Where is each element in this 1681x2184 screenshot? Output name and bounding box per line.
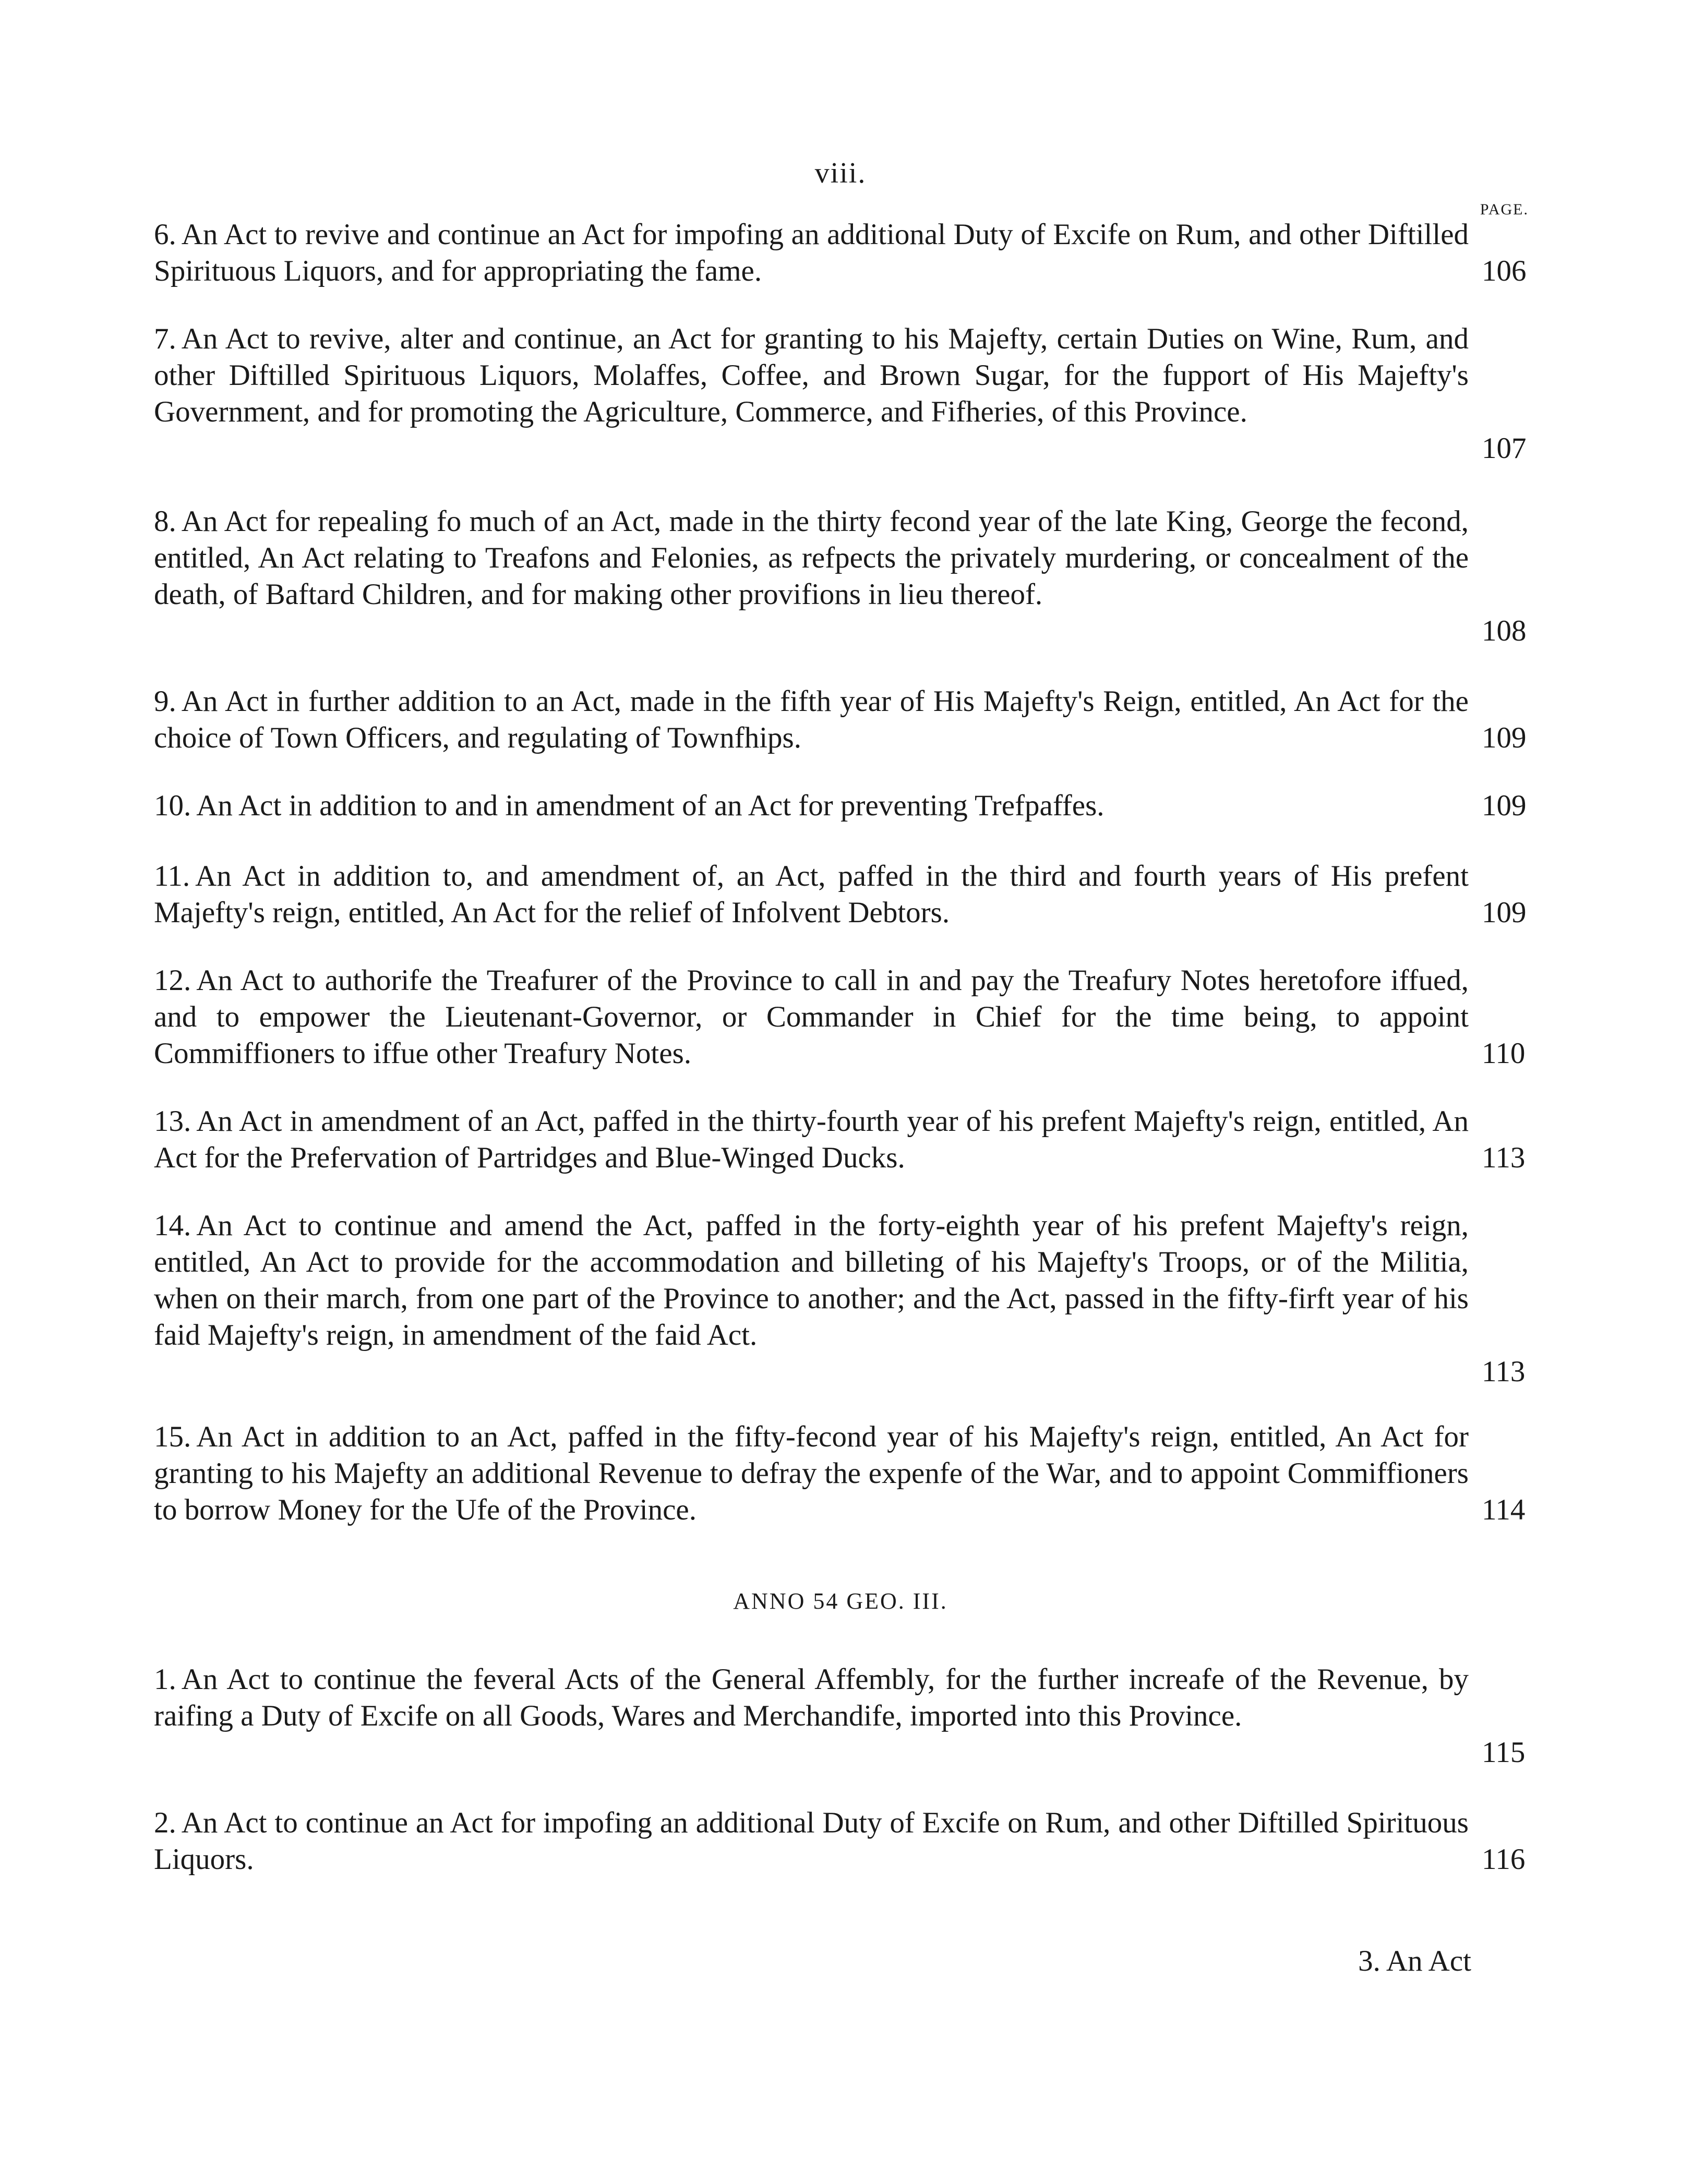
act-number: 10. bbox=[154, 789, 191, 822]
act-number: 12. bbox=[154, 964, 191, 997]
page-ref: 109 bbox=[1482, 789, 1527, 822]
act-title: An Act in further addition to an Act, made in the fifth year of His Majefty's Reign, entitled, An Act for the choice of Town Officers, and regulating of Townfhips. bbox=[154, 685, 1469, 754]
page-ref: 109 bbox=[1482, 721, 1527, 754]
act-entry-6 bbox=[154, 216, 1469, 289]
act-entry-15 bbox=[154, 1419, 1469, 1528]
act-number: 6. bbox=[154, 218, 176, 251]
act-entry-11 bbox=[154, 858, 1469, 931]
act-title: An Act in addition to and in amendment of an Act for preventing Trefpaffes. bbox=[196, 789, 1104, 822]
act-entry-54-1 bbox=[154, 1661, 1469, 1734]
act-entry-8 bbox=[154, 503, 1469, 613]
act-number: 2. bbox=[154, 1806, 176, 1839]
act-title: An Act to continue an Act for impofing an additional Duty of Excife on Rum, and other Diftilled Spirituous Liquors. bbox=[154, 1806, 1469, 1876]
act-title: An Act to continue and amend the Act, paffed in the forty-eighth year of his prefent Majefty's reign, entitled, An Act to provide for the accommodation and billeting of his Majefty's Troops, or of the Militia, when on their march, from one part of the Province to another; and the Act, passed in the fifty-firft year of his faid Majefty's reign, in amendment of the faid Act. bbox=[154, 1209, 1469, 1352]
page-ref: 114 bbox=[1482, 1493, 1526, 1526]
act-title: An Act to revive, alter and continue, an Act for granting to his Majefty, certain Duties on Wine, Rum, and other Diftilled Spirituous Liquors, Molaffes, Coffee, and Brown Sugar, for the fupport of His Majefty's Government, and for promoting the Agriculture, Commerce, and Fifheries, of this Province. bbox=[154, 322, 1469, 428]
act-title: An Act to authorife the Treafurer of the Province to call in and pay the Treafury Notes heretofore iffued, and to empower the Lieutenant-Governor, or Commander in Chief for the time being, to appoint Commiffioners to iffue other Treafury Notes. bbox=[154, 964, 1469, 1070]
act-number: 1. bbox=[154, 1663, 176, 1696]
page-ref: 115 bbox=[1482, 1736, 1526, 1769]
page-ref: 113 bbox=[1482, 1355, 1526, 1388]
page-column-label: PAGE. bbox=[1480, 201, 1529, 218]
act-number: 13. bbox=[154, 1105, 191, 1138]
page-ref: 113 bbox=[1482, 1141, 1526, 1174]
act-number: 8. bbox=[154, 505, 176, 538]
act-entry-14 bbox=[154, 1208, 1469, 1354]
act-entry-9 bbox=[154, 683, 1469, 756]
act-number: 9. bbox=[154, 685, 176, 718]
act-title: An Act in addition to, and amendment of, an Act, paffed in the third and fourth years of His prefent Majefty's reign, entitled, An Act for the relief of Infolvent Debtors. bbox=[154, 860, 1469, 929]
page-ref: 109 bbox=[1482, 896, 1527, 929]
act-entry-12 bbox=[154, 962, 1469, 1072]
act-entry-13 bbox=[154, 1103, 1469, 1176]
catchword: 3. An Act bbox=[1358, 1945, 1471, 1977]
page-ref: 116 bbox=[1482, 1843, 1526, 1876]
act-number: 7. bbox=[154, 322, 176, 355]
act-number: 14. bbox=[154, 1209, 191, 1242]
act-title: An Act in addition to an Act, paffed in the fifty-fecond year of his Majefty's reign, entitled, An Act for granting to his Majefty an additional Revenue to defray the expenfe of the War, and to appoint Commiffioners to borrow Money for the Ufe of the Province. bbox=[154, 1420, 1469, 1526]
act-title: An Act for repealing fo much of an Act, made in the thirty fecond year of the late King, George the fecond, entitled, An Act relating to Treafons and Felonies, as refpects the privately murdering, or concealment of the death, of Baftard Children, and for making other provifions in lieu thereof. bbox=[154, 505, 1469, 611]
section-heading: ANNO 54 GEO. III. bbox=[733, 1588, 948, 1614]
act-title: An Act in amendment of an Act, paffed in the thirty-fourth year of his prefent Majefty's reign, entitled, An Act for the Prefervation of Partridges and Blue-Winged Ducks. bbox=[154, 1105, 1469, 1174]
page-ref: 110 bbox=[1482, 1037, 1526, 1070]
act-entry-7 bbox=[154, 321, 1469, 430]
page-ref: 107 bbox=[1482, 432, 1527, 465]
page-ref: 106 bbox=[1482, 255, 1527, 287]
act-title: An Act to continue the feveral Acts of the General Affembly, for the further increafe of the Revenue, by raifing a Duty of Excife on all Goods, Wares and Merchandife, imported into this Province. bbox=[154, 1663, 1469, 1732]
act-number: 15. bbox=[154, 1420, 191, 1453]
act-number: 11. bbox=[154, 860, 190, 892]
act-entry-54-2 bbox=[154, 1805, 1469, 1878]
page-number: viii. bbox=[814, 157, 867, 189]
act-title: An Act to revive and continue an Act for impofing an additional Duty of Excife on Rum, and other Diftilled Spirituous Liquors, and for appropriating the fame. bbox=[154, 218, 1469, 287]
act-entry-10 bbox=[154, 788, 1469, 824]
page-ref: 108 bbox=[1482, 614, 1527, 647]
